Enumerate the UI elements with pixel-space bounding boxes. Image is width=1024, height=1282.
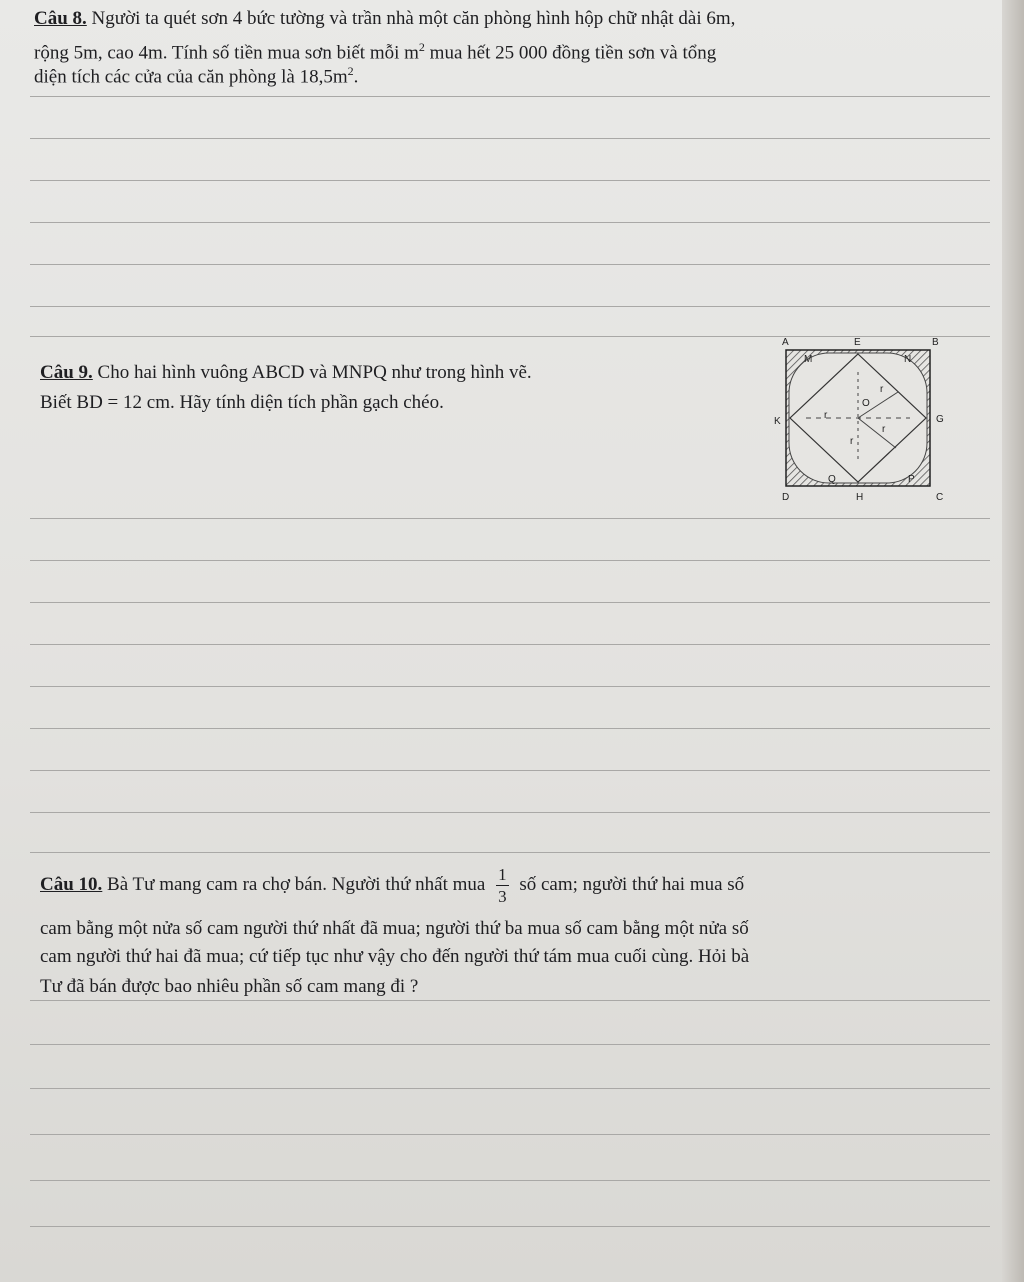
ruled-line (30, 812, 990, 813)
ruled-line (30, 770, 990, 771)
q10-text-3: cam người thứ hai đã mua; cứ tiếp tục như vậy cho đến người thứ tám mua cuối cùng. Hỏi bà (40, 946, 750, 967)
q8-label: Câu 8. (34, 8, 87, 29)
q8-line-2 (34, 40, 716, 65)
radius-mark: r (824, 410, 828, 421)
q10-label: Câu 10. (40, 873, 103, 895)
q9-line-1 (40, 362, 532, 385)
label-C: C (936, 492, 944, 503)
ruled-line (30, 728, 990, 729)
q10-text-1b: số cam; người thứ hai mua số (519, 873, 745, 895)
ruled-line (30, 1000, 990, 1001)
label-M: M (804, 354, 813, 365)
q10-text-1a: Bà Tư mang cam ra chợ bán. Người thứ nhất mua (102, 873, 486, 895)
radius-mark: r (850, 436, 854, 447)
ruled-line (30, 96, 990, 97)
ruled-line (30, 264, 990, 265)
label-Q: Q (828, 474, 836, 485)
q10-text-2: cam bằng một nửa số cam người thứ nhất đã mua; người thứ ba mua số cam bằng một nửa số (40, 918, 749, 939)
q8-text-2a: rộng 5m, cao 4m. Tính số tiền mua sơn biết mỗi m (34, 42, 419, 64)
ruled-line (30, 560, 990, 561)
ruled-line (30, 1134, 990, 1135)
ruled-line (30, 518, 990, 519)
label-G: G (936, 414, 944, 425)
ruled-line (30, 1044, 990, 1045)
q10-text-4: Tư đã bán được bao nhiêu phần số cam mang đi ? (40, 976, 419, 997)
q8-sup-2: 2 (347, 64, 354, 78)
ruled-line (30, 222, 990, 223)
fraction-numerator: 1 (498, 865, 507, 884)
ruled-line (30, 686, 990, 687)
fraction-denominator: 3 (498, 887, 507, 906)
q9-line-2 (40, 392, 444, 415)
q8-line-1 (34, 8, 735, 31)
q8-text-2b: mua hết 25 000 đồng tiền sơn và tổng (424, 42, 717, 64)
ruled-line (30, 644, 990, 645)
q8-text-3a: diện tích các cửa của căn phòng là 18,5m (34, 66, 348, 88)
ruled-line (30, 306, 990, 307)
q8-text-1: Người ta quét sơn 4 bức tường và trần nhà một căn phòng hình hộp chữ nhật dài 6m, (91, 8, 736, 29)
squares-figure (776, 332, 960, 504)
q9-label: Câu 9. (40, 362, 93, 383)
q8-text-3b: . (353, 66, 359, 88)
ruled-line (30, 180, 990, 181)
radius-mark: r (882, 424, 886, 435)
ruled-line (30, 1180, 990, 1181)
ruled-line (30, 138, 990, 139)
radius-mark: r (880, 384, 884, 395)
q9-text-1: Cho hai hình vuông ABCD và MNPQ như trong hình vẽ. (92, 362, 532, 383)
label-P: P (908, 474, 915, 485)
fraction-one-third (496, 866, 509, 905)
ruled-line (30, 1088, 990, 1089)
label-B: B (932, 337, 939, 348)
label-O: O (862, 398, 870, 409)
label-D: D (782, 492, 790, 503)
label-A: A (782, 337, 789, 348)
ruled-line (30, 1226, 990, 1227)
q10-line-1 (40, 866, 744, 905)
q9-text-2: Biết BD = 12 cm. Hãy tính diện tích phần gạch chéo. (40, 392, 444, 413)
ruled-line (30, 852, 990, 853)
q10-line-3 (40, 946, 749, 969)
label-H: H (856, 492, 864, 503)
page-edge (1002, 0, 1024, 1282)
label-E: E (854, 337, 861, 348)
q10-line-2 (40, 918, 749, 941)
q8-line-3 (34, 64, 358, 89)
q10-line-4 (40, 976, 418, 999)
label-N: N (904, 354, 912, 365)
q8-sup-1: 2 (418, 40, 425, 54)
label-K: K (774, 416, 781, 427)
ruled-line (30, 602, 990, 603)
